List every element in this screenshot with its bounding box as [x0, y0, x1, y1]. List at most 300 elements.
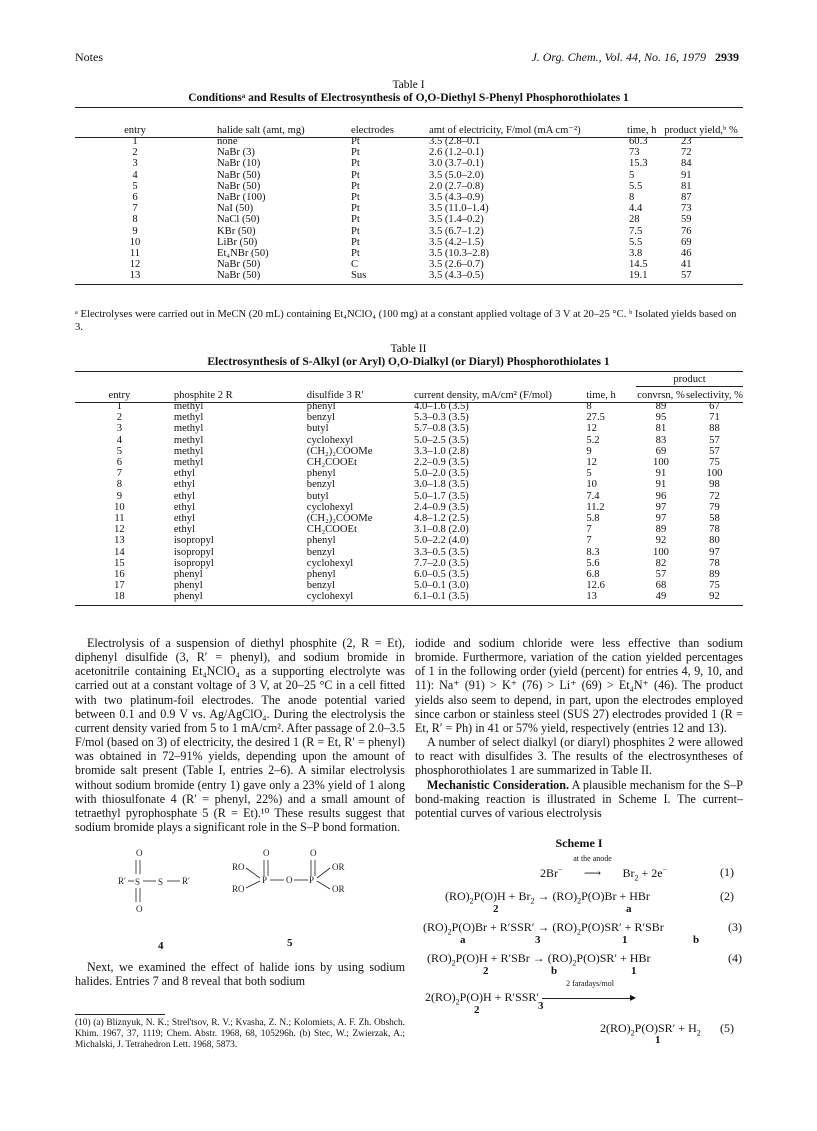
table-cell: benzyl: [306, 479, 336, 491]
table-cell: 8: [116, 479, 123, 491]
table-cell: 18: [114, 591, 125, 603]
table-cell: 8: [132, 214, 138, 226]
table-cell: 3.5 (11.0–1.4): [429, 203, 489, 215]
table-cell: NaBr (100): [217, 192, 266, 204]
eq1-arrow-label: at the anode: [573, 854, 612, 863]
table-cell: 9: [586, 445, 592, 457]
table-row: [75, 248, 743, 259]
table-cell: 57: [709, 434, 720, 446]
table-cell: 95: [655, 412, 667, 424]
table-cell: 84: [681, 158, 692, 170]
table-cell: 69: [655, 445, 667, 457]
table-row: [75, 203, 743, 214]
svg-text:O: O: [136, 904, 143, 914]
table-cell: isopropyl: [173, 546, 214, 558]
eq-number-3: (3): [728, 920, 742, 934]
table-cell: 4: [132, 169, 138, 181]
svg-text:S: S: [158, 877, 164, 887]
table-cell: cyclohexyl: [306, 557, 354, 569]
table-cell: 9: [116, 490, 123, 502]
table-cell: 11.2: [586, 501, 605, 513]
table-cell: 41: [681, 259, 692, 271]
table-cell: 5.6: [586, 557, 600, 569]
table-cell: 28: [629, 214, 640, 226]
table-cell: 12: [129, 259, 141, 271]
table-cell: 2.0 (2.7–0.8): [429, 180, 484, 192]
eq3-label-3: 3: [535, 934, 541, 946]
table-cell: 5.7–0.8 (3.5): [414, 423, 469, 435]
table2: [75, 372, 743, 603]
table-cell: 23: [681, 136, 692, 147]
structure-4-label: 4: [158, 940, 164, 952]
table-row: [75, 524, 743, 535]
eq-number-2: (2): [720, 889, 734, 903]
table-cell: ethyl: [173, 479, 196, 491]
table-cell: 68: [655, 580, 667, 592]
table-cell: 5.0–2.5 (3.5): [414, 434, 469, 446]
table-cell: 80: [709, 535, 720, 547]
table-cell: 5: [629, 169, 635, 181]
table-cell: 82: [655, 557, 667, 569]
svg-text:R′: R′: [182, 876, 190, 886]
svg-text:O: O: [263, 848, 270, 858]
t2-header-convrsn: convrsn, %: [637, 389, 685, 401]
table-cell: 3.5 (4.2–1.5): [429, 236, 484, 248]
table-cell: 1: [132, 136, 138, 147]
table-cell: 100: [653, 546, 669, 558]
table-cell: Pt: [351, 169, 360, 181]
table-cell: phenyl: [306, 468, 336, 480]
table-cell: 5: [132, 180, 138, 192]
table-cell: 67: [709, 401, 720, 412]
table-cell: 100: [653, 457, 669, 469]
eq5-label-2: 2: [474, 1004, 480, 1016]
table-cell: 8.3: [586, 546, 600, 558]
table-row: [75, 226, 743, 237]
eq3-label-a: a: [460, 934, 466, 946]
table-cell: cyclohexyl: [306, 501, 354, 513]
table-cell: phenyl: [306, 401, 336, 412]
table-cell: ethyl: [173, 501, 196, 513]
eq4-label-2: 2: [483, 965, 489, 977]
mechanism-heading: Mechanistic Consideration.: [427, 777, 569, 792]
t1-header-halide: halide salt (amt, mg): [217, 124, 305, 136]
t1-header-entry: entry: [124, 124, 146, 136]
table-cell: methyl: [173, 445, 204, 457]
table-cell: 6.8: [586, 569, 600, 581]
table-cell: 4.4: [629, 203, 643, 215]
table-cell: 73: [681, 203, 692, 215]
table-cell: 3.0–1.8 (3.5): [414, 479, 469, 491]
table-cell: 3.0 (3.7–0.1): [429, 158, 484, 170]
table-cell: 14.5: [629, 259, 648, 271]
table-cell: 7: [116, 468, 123, 480]
table-cell: 72: [681, 147, 692, 159]
t1-header-yield: product yield,ᵇ %: [664, 125, 738, 136]
table-cell: 13: [114, 535, 125, 547]
table-cell: Et₄NBr (50): [217, 248, 269, 260]
table-cell: 7.4: [586, 490, 600, 502]
table-cell: 96: [655, 490, 667, 502]
table-cell: 10: [114, 501, 125, 513]
table-cell: (CH₂)₂COOMe: [306, 445, 373, 457]
table-cell: 76: [681, 225, 692, 237]
table-cell: 5.0–2.0 (3.5): [414, 468, 469, 480]
table-row: [75, 158, 743, 169]
table-row: [75, 412, 743, 423]
table-cell: 7: [586, 535, 592, 547]
table-cell: 5.5: [629, 236, 643, 248]
equation-2: $(RO)_2P(O)H + Br_2 \to (RO)_2P(O)Br$ + HBr: [445, 889, 650, 906]
table-row: [75, 237, 743, 248]
table1-title: Conditionsᵃ and Results of Electrosynthesis of O,O-Diethyl S-Phenyl Phosphorothiolates 1: [188, 92, 629, 104]
table-cell: 81: [655, 423, 667, 435]
table-cell: phenyl: [306, 535, 336, 547]
table-cell: 91: [681, 169, 692, 181]
table-cell: 46: [681, 248, 692, 260]
eq-number-5: (5): [720, 1021, 734, 1035]
table-cell: Pt: [351, 214, 360, 226]
table-bottom-rule: [75, 605, 743, 606]
table-cell: 97: [709, 546, 720, 558]
t2-header-product: product: [636, 372, 743, 386]
table-cell: benzyl: [306, 546, 336, 558]
table-cell: 10: [586, 479, 597, 491]
table-cell: 13: [586, 591, 597, 603]
table-row: [75, 558, 743, 569]
table-cell: 88: [709, 423, 720, 435]
table-cell: methyl: [173, 434, 204, 446]
table-cell: Sus: [351, 270, 367, 282]
table-cell: 3.3–1.0 (2.8): [414, 445, 469, 457]
eq-number-1: (1): [720, 865, 734, 879]
table-cell: 6: [132, 192, 138, 204]
table-cell: phenyl: [173, 580, 203, 592]
table-row: [75, 468, 743, 479]
table-cell: 57: [681, 270, 692, 282]
table-header-rule: [75, 137, 743, 138]
table-cell: 6: [116, 457, 123, 469]
table-cell: 49: [655, 591, 667, 603]
right-column: [415, 636, 743, 820]
table-cell: 59: [681, 214, 692, 226]
table-cell: benzyl: [306, 412, 336, 424]
table-cell: 19.1: [629, 270, 648, 282]
scheme-title: Scheme I: [555, 836, 603, 850]
table-cell: 3: [116, 423, 123, 435]
table-cell: 12.6: [586, 580, 605, 592]
table-cell: 100: [706, 468, 723, 480]
table-cell: cyclohexyl: [306, 591, 354, 603]
table-cell: 78: [709, 557, 720, 569]
table-cell: ethyl: [173, 490, 196, 502]
table-cell: 69: [681, 236, 692, 248]
t2-header-current: current density, mA/cm² (F/mol): [414, 390, 552, 401]
table-cell: 71: [709, 412, 720, 424]
table-cell: NaBr (50): [217, 259, 261, 271]
svg-text:O: O: [310, 848, 317, 858]
table-row: [75, 502, 743, 513]
table-row: [75, 423, 743, 434]
table2-label: Table II: [390, 343, 427, 355]
table-cell: 4: [116, 434, 123, 446]
table-cell: 57: [709, 445, 720, 457]
table-cell: 13: [129, 270, 141, 282]
table-cell: CH₂COOEt: [306, 524, 357, 536]
table-cell: 15.3: [629, 158, 648, 170]
table-row: [75, 513, 743, 524]
table-row: [75, 547, 743, 558]
table-cell: 3.5 (10.3–2.8): [429, 248, 490, 260]
equation-1: 2Br− at the anode ⟶ $Br_2 + 2e^-$: [540, 854, 668, 883]
table-cell: 3.5 (2.6–0.7): [429, 259, 484, 271]
t1-header-time: time, h: [627, 124, 657, 136]
table-header-rule: [75, 402, 743, 403]
table-cell: 14: [114, 546, 125, 558]
table-cell: 2.6 (1.2–0.1): [429, 147, 484, 159]
right-paragraph-1: iodide and sodium chloride were less effective than sodium bromide. Furthermore, variation of the cation yielded percentages of 1 in the following order (yield (percent) for entries 4, 9, 10, and 11): Na⁺ (91) > K⁺ (76) > Li⁺ (69) > Et₄N⁺ (46). The product yields also seem to depend, in part, upon the electrodes employed since carbon or stainless steel (SUS 27) electrodes provided 1 (R = Et, R′ = Ph) in 41 or 57% yield, respectively (entries 12 and 13).: [415, 636, 743, 735]
table-cell: 8: [586, 401, 592, 412]
table-row: [75, 270, 743, 281]
left-paragraph-1: Electrolysis of a suspension of diethyl phosphite (2, R = Et), diphenyl disulfide (3, R′ = phenyl), and sodium bromide in acetonitrile containing Et₄NClO₄ as a supporting electrolyte was carried out at a constant voltage of 3 V, at 20–25 °C in a cell fitted with two platinum-foil electrodes. The anode potential varied between 0.1 and 0.9 V vs. Ag/AgClO₄. During the electrolysis the current density varied from 5 to 1 mA/cm². After passage of 2.0–3.5 F/mol (based on 3) of electricity, the desired 1 (R = Et, R′ = phenyl) was obtained in 72–91% yields, depending upon the amount of bromide salt present (Table I, entries 2–6). A similar electrolysis without sodium bromide (entry 1) gave only a 23% yield of 1 along with thiosulfonate 4 (R′ = phenyl, 22%) and a small amount of tetraethyl pyrophosphate 5 (R = Et).¹⁰ These results suggest that sodium bromide plays a significant role in the S–P bond formation.: [75, 636, 405, 835]
table-cell: methyl: [173, 423, 204, 435]
t2-header-selectivity: selectivity, %: [685, 389, 743, 401]
svg-text:S: S: [135, 877, 141, 887]
eq5-label-3: 3: [538, 1000, 544, 1012]
table-cell: 3.8: [629, 248, 643, 260]
eq4-label-b: b: [551, 965, 558, 977]
table-cell: 92: [709, 591, 720, 603]
table-cell: 75: [709, 457, 720, 469]
table-cell: 8: [629, 192, 635, 204]
table-cell: 6.1–0.1 (3.5): [414, 591, 469, 603]
table-cell: KBr (50): [217, 225, 256, 237]
table-cell: Pt: [351, 225, 360, 237]
table-cell: 89: [655, 524, 667, 536]
table-cell: phenyl: [173, 591, 203, 603]
table-cell: NaBr (10): [217, 158, 261, 170]
table-cell: 3.5 (5.0–2.0): [429, 169, 484, 181]
table-cell: 27.5: [586, 412, 605, 424]
table-cell: 15: [114, 557, 125, 569]
table-cell: 5: [586, 468, 592, 480]
table-cell: 9: [132, 225, 138, 237]
table-cell: 3.5 (6.7–1.2): [429, 225, 484, 237]
table1-label: Table I: [392, 79, 425, 91]
equation-3: $(RO)_2P(O)Br + R'SSR' \to (RO)_2P(O)SR' + R'SBr$: [423, 920, 664, 937]
t2-header-phosphite: phosphite 2 R: [173, 389, 233, 401]
journal-citation: J. Org. Chem., Vol. 44, No. 16, 1979: [531, 50, 706, 64]
svg-text:OR: OR: [332, 862, 345, 872]
table-cell: 6.0–0.5 (3.5): [414, 569, 469, 581]
table-cell: none: [217, 136, 238, 147]
table-cell: Pt: [351, 236, 360, 248]
table1: [75, 108, 743, 282]
table-cell: 16: [114, 569, 125, 581]
table-cell: Pt: [351, 192, 360, 204]
table-cell: phenyl: [173, 569, 203, 581]
table-cell: 3.5 (4.3–0.5): [429, 270, 484, 282]
structure-5-label: 5: [287, 937, 293, 949]
svg-text:O: O: [286, 875, 293, 885]
eq5-arrow-label: 2 faradays/mol: [566, 979, 614, 988]
table2-title: Electrosynthesis of S-Alkyl (or Aryl) O,O-Dialkyl (or Diaryl) Phosphorothiolates 1: [207, 356, 610, 368]
equation-5-right: $2(RO)_2P(O)SR' + H_2$: [600, 1021, 701, 1038]
table-cell: 7: [586, 524, 592, 536]
table-cell: 5.5: [629, 180, 643, 192]
table-cell: NaBr (50): [217, 169, 261, 181]
equation-4: $(RO)_2P(O)H + R'SBr \to (RO)_2P(O)SR'$ + HBr: [427, 951, 651, 968]
table-cell: 97: [655, 501, 667, 513]
table-cell: 92: [655, 535, 667, 547]
table-cell: 3.5 (1.4–0.2): [429, 214, 484, 226]
reference-10: (10) (a) Bliznyuk, N. K.; Strel'tsov, R. V.; Kvasha, Z. N.; Kolomiets, A. F. Zh. Obshch. Khim. 1967, 37, 1119; Chem. Abstr. 1968, 68, 105296h. (b) Stec, W.; Zwierzak, A.; Michalski, J. Tetrahedron Lett. 1968, 5873.: [75, 1018, 405, 1050]
table-cell: 3: [132, 158, 138, 170]
left-column: [75, 636, 405, 834]
table-cell: 10: [129, 236, 141, 248]
table-cell: 3.5 (4.3–0.9): [429, 192, 484, 204]
structures-4-5: [80, 848, 410, 952]
table-cell: isopropyl: [173, 557, 214, 569]
table-cell: isopropyl: [173, 535, 214, 547]
table-cell: NaBr (50): [217, 270, 261, 282]
table-cell: 5.8: [586, 513, 600, 525]
table-cell: 2: [116, 412, 123, 424]
table-cell: 12: [114, 524, 125, 536]
table-cell: ethyl: [173, 524, 196, 536]
table-row: [75, 214, 743, 225]
table-cell: 4.0–1.6 (3.5): [414, 401, 469, 412]
table-cell: 4.8–1.2 (2.5): [414, 513, 469, 525]
svg-text:P: P: [262, 875, 268, 885]
eq2-label-2: 2: [493, 903, 499, 915]
table-cell: CH₂COOEt: [306, 457, 357, 469]
table-row: [75, 535, 743, 546]
table-cell: 58: [709, 513, 720, 525]
table-row: [75, 479, 743, 490]
running-header-left: Notes: [75, 50, 103, 64]
table-cell: 5.3–0.3 (3.5): [414, 412, 469, 424]
table-cell: 5: [116, 445, 123, 457]
table-cell: (CH₂)₂COOMe: [306, 513, 373, 525]
table-cell: butyl: [306, 490, 329, 502]
table-cell: 7: [132, 203, 138, 215]
svg-text:P: P: [309, 875, 315, 885]
table-cell: 5.0–2.2 (4.0): [414, 535, 469, 547]
table-cell: 5.0–0.1 (3.0): [414, 580, 469, 592]
eq3-label-b: b: [693, 934, 700, 946]
table-cell: 12: [586, 423, 597, 435]
table-row: [75, 259, 743, 270]
table-cell: 5.2: [586, 434, 600, 446]
table-cell: NaI (50): [217, 203, 254, 215]
table-row: [75, 435, 743, 446]
table-cell: 2: [132, 147, 138, 159]
table-cell: 73: [629, 147, 640, 159]
table-row: [75, 457, 743, 468]
table-row: [75, 192, 743, 203]
left-paragraph-2: Next, we examined the effect of halide ions by using sodium halides. Entries 7 and 8 reveal that both sodium: [75, 960, 405, 989]
equation-5-left: $2(RO)_2P(O)H + R'SSR'$ 2 faradays/mol ▸: [425, 979, 637, 1007]
table-cell: phenyl: [306, 569, 336, 581]
eq-number-4: (4): [728, 951, 742, 965]
table-cell: 2.4–0.9 (3.5): [414, 501, 469, 513]
table-row: [75, 491, 743, 502]
table-cell: 98: [709, 479, 720, 491]
table-cell: 3.3–0.5 (3.5): [414, 546, 469, 558]
page-number: 2939: [715, 50, 739, 64]
table-cell: 72: [709, 490, 720, 502]
table-cell: methyl: [173, 401, 204, 412]
table-cell: Pt: [351, 248, 360, 260]
eq2-label-a: a: [626, 903, 632, 915]
svg-text:R′: R′: [118, 876, 126, 886]
svg-text:RO: RO: [232, 884, 245, 894]
eq3-label-1: 1: [622, 934, 628, 946]
table-cell: LiBr (50): [217, 236, 258, 248]
eq5-label-1: 1: [655, 1034, 661, 1046]
table-cell: Pt: [351, 158, 360, 170]
table-cell: 89: [709, 569, 720, 581]
left-column-continued: [75, 960, 405, 988]
table-cell: 83: [655, 434, 667, 446]
table-cell: Pt: [351, 180, 360, 192]
table-cell: 79: [709, 501, 720, 513]
table-row: [75, 580, 743, 591]
table-row: [75, 569, 743, 580]
table-cell: 3.1–0.8 (2.0): [414, 524, 469, 536]
table-row: [75, 147, 743, 158]
table-cell: ethyl: [173, 468, 196, 480]
table-cell: 91: [655, 479, 667, 491]
table-cell: 87: [681, 192, 692, 204]
table-cell: NaBr (3): [217, 147, 255, 159]
table-cell: 3.5 (2.8–0.1: [429, 136, 481, 147]
table-row: [75, 170, 743, 181]
table-cell: 81: [681, 180, 692, 192]
table-bottom-rule: [75, 284, 743, 285]
table-cell: 7.7–2.0 (3.5): [414, 557, 469, 569]
t1-header-electrodes: electrodes: [351, 124, 394, 136]
table1-footnote: ᵃ Electrolyses were carried out in MeCN (20 mL) containing Et₄NClO₄ (100 mg) at a constant applied voltage of 3 V at 20–25 °C. ᵇ Isolated yields based on 3.: [75, 309, 737, 333]
table-cell: 91: [655, 468, 667, 480]
table-cell: NaBr (50): [217, 180, 261, 192]
table-cell: 11: [129, 248, 141, 260]
table-cell: 7.5: [629, 225, 643, 237]
table-cell: 1: [116, 401, 123, 412]
svg-text:OR: OR: [332, 884, 345, 894]
table-cell: NaCl (50): [217, 214, 260, 226]
t1-header-electricity: amt of electricity, F/mol (mA cm⁻²): [429, 125, 581, 136]
table-cell: Pt: [351, 147, 360, 159]
table-cell: 17: [114, 580, 125, 592]
table-cell: 60.3: [629, 136, 648, 147]
table-cell: 57: [655, 569, 667, 581]
t2-header-entry: entry: [108, 389, 131, 401]
table-cell: benzyl: [306, 580, 336, 592]
table-row: [75, 591, 743, 602]
table-row: [75, 181, 743, 192]
t2-header-time: time, h: [586, 389, 616, 401]
svg-text:RO: RO: [232, 862, 245, 872]
table-cell: 75: [709, 580, 720, 592]
table-cell: ethyl: [173, 513, 196, 525]
running-header-right: [531, 50, 739, 65]
table-cell: 2.2–0.9 (3.5): [414, 457, 469, 469]
table-cell: 78: [709, 524, 720, 536]
table-cell: Pt: [351, 203, 360, 215]
right-paragraph-3: A plausible mechanism for the S–P bond-making reaction is illustrated in Scheme I. The current–potential curves of various electrolysis: [415, 777, 743, 820]
